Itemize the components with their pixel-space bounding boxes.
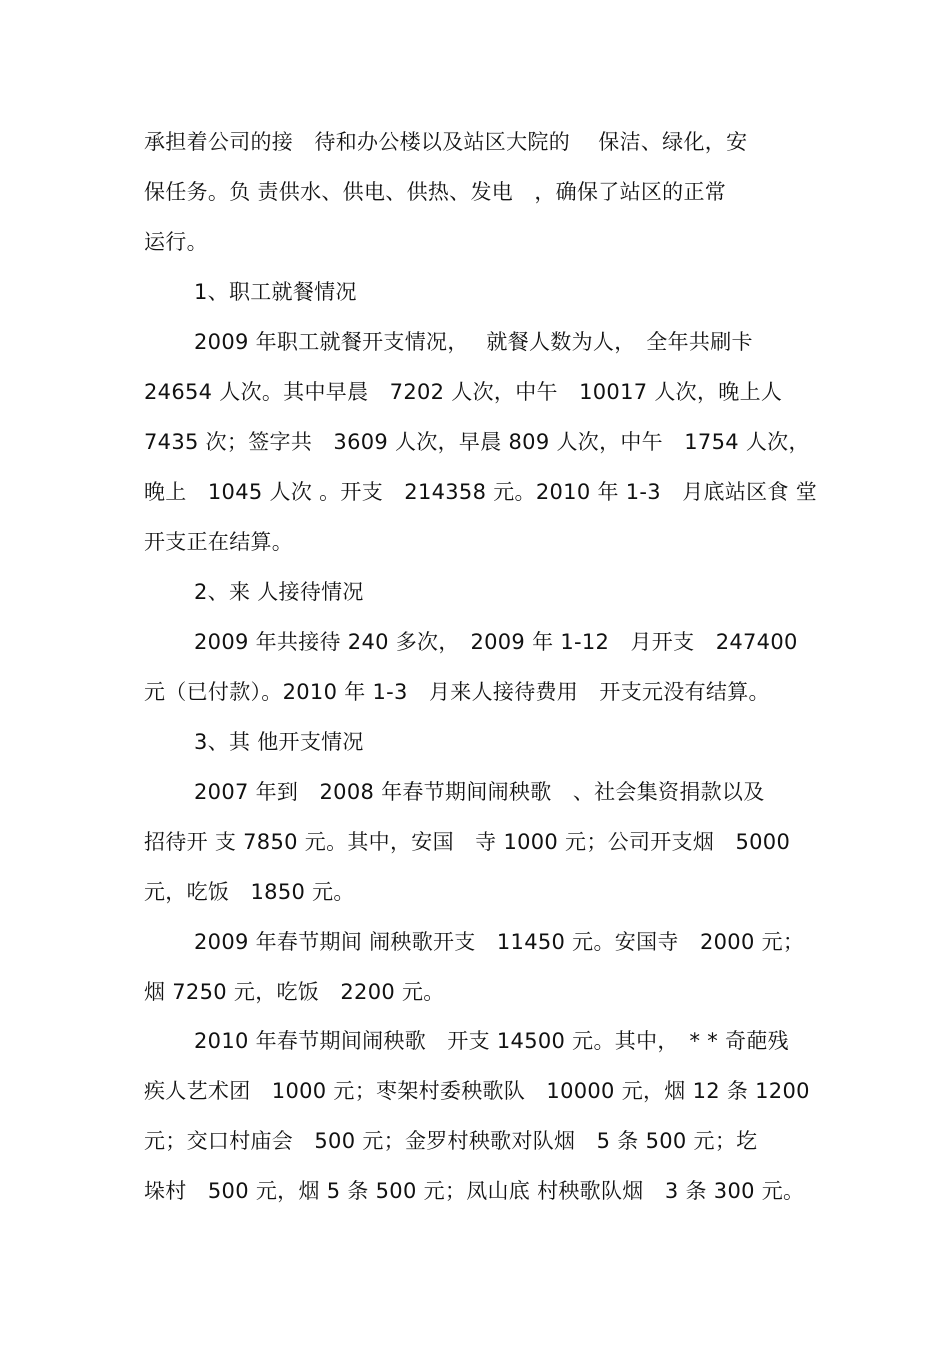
paragraph-line: 2009 年共接待 240 多次， 2009 年 1-12 月开支 247400: [194, 630, 798, 654]
section-heading: 2、来 人接待情况: [194, 580, 364, 604]
paragraph-line: 运行。: [144, 230, 208, 254]
paragraph-line: 元，吃饭 1850 元。: [144, 880, 355, 904]
paragraph-line: 元（已付款）。2010 年 1-3 月来人接待费用 开支元没有结算。: [144, 680, 770, 704]
paragraph-line: 开支正在结算。: [144, 530, 294, 554]
paragraph-line: 2009 年春节期间 闹秧歌开支 11450 元。安国寺 2000 元；: [194, 930, 805, 954]
paragraph-line: 疾人艺术团 1000 元；枣架村委秧歌队 10000 元，烟 12 条 1200: [144, 1079, 810, 1103]
paragraph-line: 承担着公司的接 待和办公楼以及站区大院的 保洁、绿化，安: [144, 130, 748, 154]
paragraph-line: 2009 年职工就餐开支情况， 就餐人数为人， 全年共刷卡: [194, 330, 753, 354]
paragraph-line: 保任务。负 责供水、供电、供热、发电 ，确保了站区的正常: [144, 180, 727, 204]
paragraph-line: 2010 年春节期间闹秧歌 开支 14500 元。其中， * * 奇葩残: [194, 1029, 789, 1053]
paragraph-line: 烟 7250 元，吃饭 2200 元。: [144, 980, 445, 1004]
paragraph-line: 晚上 1045 人次 。开支 214358 元。2010 年 1-3 月底站区食 堂: [144, 480, 818, 504]
paragraph-line: 2007 年到 2008 年春节期间闹秧歌 、社会集资捐款以及: [194, 780, 765, 804]
section-heading: 1、职工就餐情况: [194, 280, 357, 304]
paragraph-line: 24654 人次。其中早晨 7202 人次，中午 10017 人次，晚上人: [144, 380, 783, 404]
paragraph-line: 7435 次；签字共 3609 人次，早晨 809 人次，中午 1754 人次，: [144, 430, 810, 454]
paragraph-line: 元；交口村庙会 500 元；金罗村秧歌对队烟 5 条 500 元；圪: [144, 1129, 758, 1153]
section-heading: 3、其 他开支情况: [194, 730, 364, 754]
paragraph-line: 垛村 500 元，烟 5 条 500 元；凤山底 村秧歌队烟 3 条 300 元。: [144, 1179, 805, 1203]
paragraph-line: 招待开 支 7850 元。其中，安国 寺 1000 元；公司开支烟 5000: [144, 830, 791, 854]
